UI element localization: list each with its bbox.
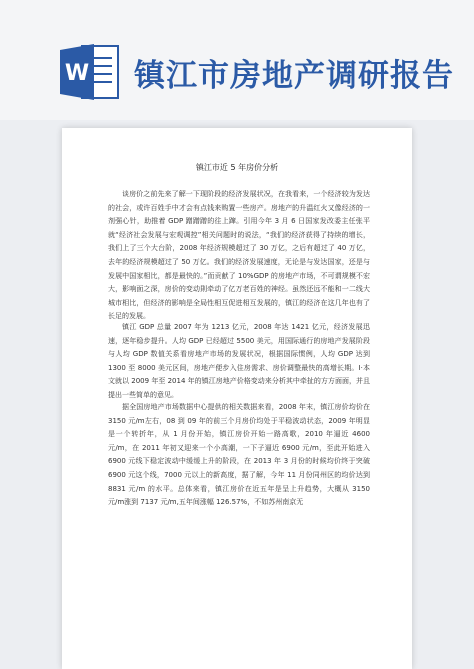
paragraph-gdp: 镇江 GDP 总量 2007 年为 1213 亿元，2008 年达 1421 亿元，经济发展迅速，逐年稳步提升。人均 GDP 已经超过 5500 美元，用国际通行的房地产发展阶段与人均 GDP 数值关系看房地产市场的发展状况，根据国际惯例，人均 GDP 达到 1300 至 8000 美元区间，房地产便步入住房需求、房价调整最快的高增长期。I·本文就以 2009 年至 2014 年的镇江房地产价格变动来分析其中牵扯的方方面面，并且提出一些简单的意见。	[108, 323, 370, 399]
svg-text:W: W	[64, 61, 90, 86]
document-banner-title: 镇江市房地产调研报告	[134, 58, 454, 94]
banner	[0, 0, 474, 120]
document-page	[62, 128, 412, 669]
microsoft-word-icon	[60, 40, 120, 104]
paragraph-price-trend: 据全国房地产市场数据中心提供的相关数据来看，2008 年末，镇江房价均价在 3150 元/m左右，08 到 09 年的前三个月房价均处于平稳波动状态，2009 年明显是一个转折年，从 1 月份开始，镇江房价开始一路高歌，2010 年逼近 4600 元/m，在 2011 年初又迎来一个小高潮，一下子逼近 6900 元/m，至此开始进入 6900 元线下稳定波动中缓缓上升的阶段，在 2013 年 3 月份的时候均价终于突破 6900 元这个线，7000 元以上的新高度，据了解，今年 11 月份同州区的均价达到 8831 元/m 的水平。总体来看，镇江房价在近五年是呈上升趋势，大概从 3150 元/m涨到 7137 元/m,五年间涨幅 126.57%，不如苏州南京无	[108, 403, 370, 507]
paragraph-economy: 谈房价之前先来了解一下现阶段的经济发展状况，在我看来，一个经济较为发达的社会，或许百姓手中才会有点钱来购置一些房产。房地产的升温红火又像经济的一剂强心针，助推着 GDP 蹭蹭蹭的往上蹿。引用今年 3 月 6 日国家发改委主任张平就“经济社会发展与宏观调控”相关问题时的说法，“我们的经济获得了持续的增长，我们上了三个大台阶，2008 年经济规模超过了 30 万亿，之后有超过了 40 万亿，去年的经济规模超过了 50 万亿。我们的经济发展速度，无论是与发达国家，还是与发展中国家相比，都是最快的。”而贡献了 10%GDP 的房地产市场，不可谓规模不宏大，影响面之深，房价的变动則牵动了亿万老百姓的神经。虽然还远不能和一二线大城市相比，但经济的影响是全局性相互促进相互发展的，镇江的经济在这几年也有了长足的发展。	[108, 190, 370, 321]
document-heading: 镇江市近 5 年房价分析	[195, 163, 279, 172]
